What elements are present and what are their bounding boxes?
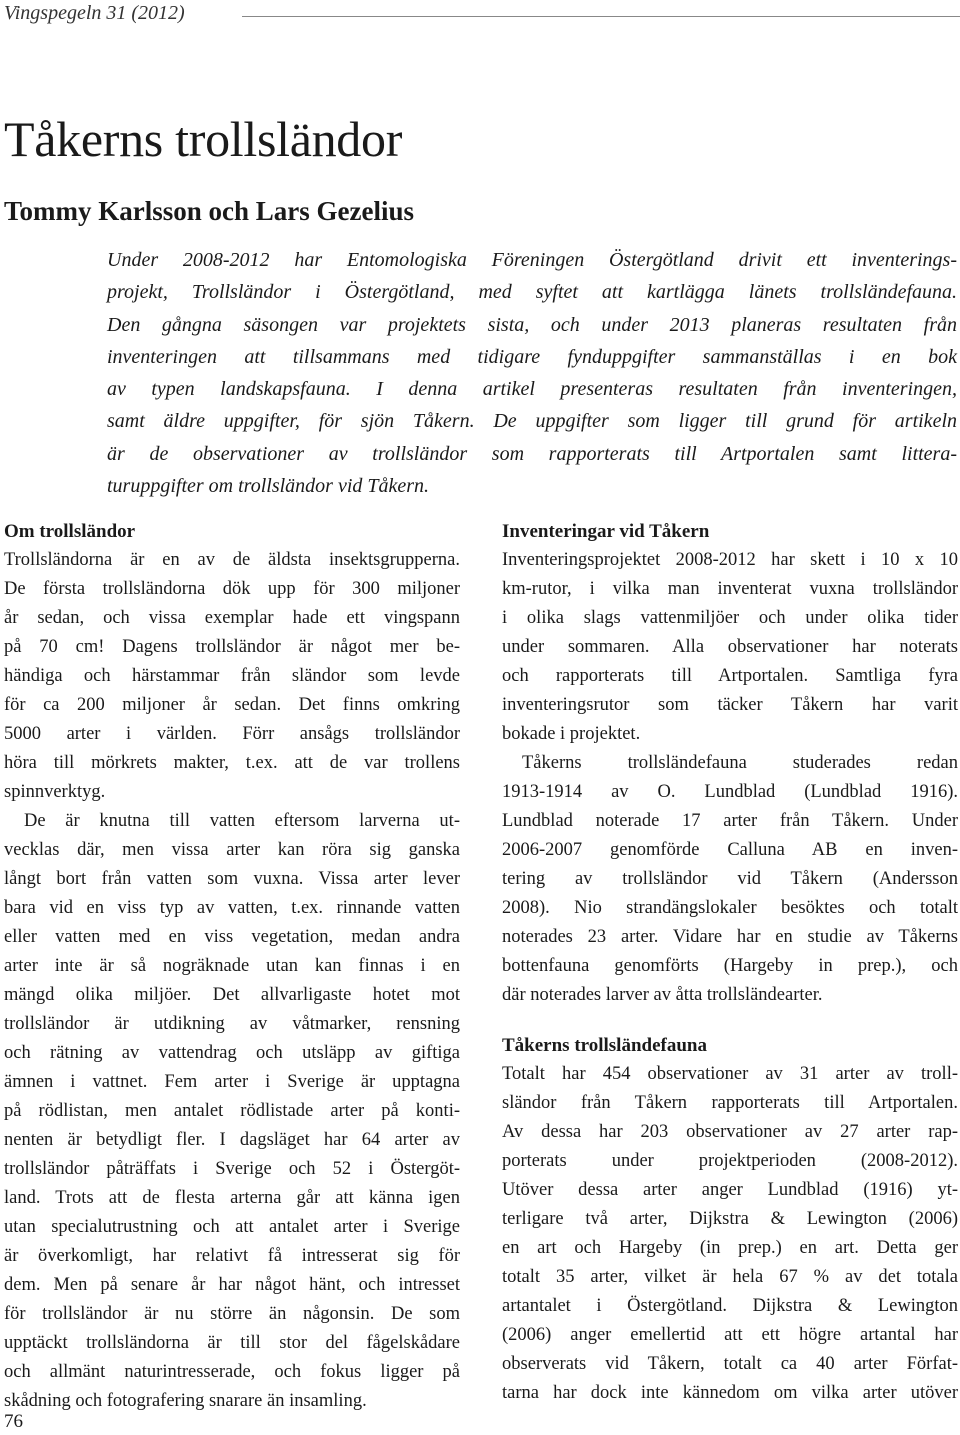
body-line: nenten är betydligt fler. I dagsläget har 64 arter av: [4, 1130, 460, 1150]
body-line: Trollsländorna är en av de äldsta insektsgrupperna.: [4, 550, 460, 570]
body-line: spinnverktyg.: [4, 782, 106, 802]
body-line: inventeringsrutor som täcker Tåkern har varit: [502, 695, 958, 715]
body-line: (2006) anger emellertid att ett högre artantal har: [502, 1325, 958, 1345]
body-line: terligare två arter, Dijkstra & Lewington (2006): [502, 1209, 958, 1229]
body-line: tarna har dock inte kännedom om vilka arter utöver: [502, 1383, 958, 1403]
section-heading-om-trollslandor: Om trollsländor: [4, 521, 136, 542]
body-line: Inventeringsprojektet 2008-2012 har skett i 10 x 10: [502, 550, 958, 570]
article-authors: Tommy Karlsson och Lars Gezelius: [4, 196, 415, 227]
body-line: höra till mörkrets makter, t.ex. att de var trollens: [4, 753, 460, 773]
body-line: Lundblad noterade 17 arter från Tåkern. Under: [502, 811, 958, 831]
body-line: Av dessa har 203 observationer av 27 arter rap-: [502, 1122, 958, 1142]
running-head: Vingspegeln 31 (2012): [4, 2, 185, 24]
body-line: observerats vid Tåkern, totalt ca 40 arter Förfat-: [502, 1354, 958, 1374]
body-line: för ca 200 miljoner år sedan. Det finns omkring: [4, 695, 460, 715]
body-line: under sommaren. Alla observationer har noterats: [502, 637, 958, 657]
abstract-line: inventeringen att tillsammans med tidigare fynduppgifter sammanställas i en bok: [107, 345, 957, 368]
body-line: där noterades larver av åtta trollsländearter.: [502, 985, 823, 1005]
abstract-line: samt äldre uppgifter, för sjön Tåkern. De uppgifter som ligger till grund för artikeln: [107, 410, 957, 433]
body-line: land. Trots att de flesta arterna går att känna igen: [4, 1188, 460, 1208]
body-line: upptäckt trollsländorna är till stor del fågelskådare: [4, 1333, 460, 1353]
body-line: bokade i projektet.: [502, 724, 641, 744]
body-line: ämnen i vattnet. Fem arter i Sverige är upptagna: [4, 1072, 460, 1092]
right-column-bottom: [502, 1031, 958, 1408]
header-rule: [242, 16, 960, 17]
body-line: bara vid en viss typ av vatten, t.ex. rinnande vatten: [4, 898, 460, 918]
body-line: är överkomligt, har relativt få intresserat sig för: [4, 1246, 460, 1266]
body-line: på rödlistan, men antalet rödlistade arter på konti-: [4, 1101, 460, 1121]
body-line: trollsländor är utdikning av våtmarker, rensning: [4, 1014, 460, 1034]
abstract: [107, 244, 957, 502]
body-line: mängd olika miljöer. Det allvarligaste hotet mot: [4, 985, 460, 1005]
body-line: De är knutna till vatten eftersom larverna ut-: [24, 811, 460, 831]
body-line: bottenfauna genomförts (Hargeby in prep.), och: [502, 956, 958, 976]
body-line: km-rutor, i vilka man inventerat vuxna trollsländor: [502, 579, 958, 599]
body-line: noterades 23 arter. Vidare har en studie av Tåkerns: [502, 927, 958, 947]
body-line: Tåkerns trollsländefauna studerades redan: [522, 753, 958, 773]
section-heading-takerns-trollslandefauna: Tåkerns trollsländefauna: [502, 1035, 707, 1056]
body-line: 2008). Nio strandängslokaler besöktes och totalt: [502, 898, 958, 918]
right-column-top: [502, 517, 958, 1010]
body-line: eller vatten med en viss vegetation, medan andra: [4, 927, 460, 947]
abstract-line: Den gångna säsongen var projektets sista, och under 2013 planeras resultaten från: [107, 313, 957, 336]
body-line: utan specialutrustning och att antalet arter i Sverige: [4, 1217, 460, 1237]
left-column: [4, 517, 460, 1416]
body-line: dem. Men på senare år har något hänt, och intresset: [4, 1275, 460, 1295]
abstract-line: projekt, Trollsländor i Östergötland, med syftet att kartlägga länets trollsländefauna.: [107, 281, 957, 304]
body-line: Totalt har 454 observationer av 31 arter av troll-: [502, 1064, 958, 1084]
body-line: totalt 35 arter, vilket är hela 67 % av det totala: [502, 1267, 958, 1287]
body-line: Utöver dessa arter anger Lundblad (1916) yt-: [502, 1180, 958, 1200]
body-line: 2006-2007 genomförde Calluna AB en inven-: [502, 840, 958, 860]
abstract-line: Under 2008-2012 har Entomologiska Föreningen Östergötland drivit ett inventerings-: [107, 249, 957, 271]
page-number: 76: [4, 1411, 23, 1432]
body-line: och allmänt naturintresserade, och fokus ligger på: [4, 1362, 460, 1382]
body-line: 5000 arter i världen. Förr ansågs trollsländor: [4, 724, 460, 744]
body-line: tering av trollsländor vid Tåkern (Andersson: [502, 869, 958, 889]
body-line: på 70 cm! Dagens trollsländor är något mer be-: [4, 637, 460, 657]
body-line: vecklas där, men vissa arter kan röra sig ganska: [4, 840, 460, 860]
body-line: artantalet i Östergötland. Dijkstra & Lewington: [502, 1296, 958, 1316]
abstract-line: är de observationer av trollsländor som rapporterats till Artportalen samt littera-: [107, 442, 957, 465]
body-line: skådning och fotografering snarare än insamling.: [4, 1391, 367, 1411]
body-line: en art och Hargeby (in prep.) en art. Detta ger: [502, 1238, 958, 1258]
body-line: arter inte är så nogräknade utan kan finnas i en: [4, 956, 460, 976]
body-line: händiga och härstammar från sländor som levde: [4, 666, 460, 686]
body-line: De första trollsländorna dök upp för 300 miljoner: [4, 579, 460, 599]
abstract-line: av typen landskapsfauna. I denna artikel presenteras resultaten från inventeringen,: [107, 378, 957, 401]
body-line: 1913-1914 av O. Lundblad (Lundblad 1916).: [502, 782, 958, 802]
body-line: och rätning av vattendrag och utsläpp av giftiga: [4, 1043, 460, 1063]
body-line: i olika slags vattenmiljöer och under olika tider: [502, 608, 958, 628]
body-line: långt bort från vatten som vuxna. Vissa arter lever: [4, 869, 460, 889]
body-line: för trollsländor är nu större än någonsin. De som: [4, 1304, 460, 1324]
body-line: år sedan, och vissa exemplar hade ett vingspann: [4, 608, 460, 628]
body-line: trollsländor påträffats i Sverige och 52 i Östergöt-: [4, 1159, 460, 1179]
body-line: porterats under projektperioden (2008-2012).: [502, 1151, 958, 1171]
body-line: sländor från Tåkern rapporterats till Artportalen.: [502, 1093, 958, 1113]
section-heading-inventeringar: Inventeringar vid Tåkern: [502, 521, 710, 542]
body-line: och rapporterats till Artportalen. Samtliga fyra: [502, 666, 958, 686]
abstract-line: turuppgifter om trollsländor vid Tåkern.: [107, 475, 430, 498]
article-title: Tåkerns trollsländor: [4, 110, 403, 167]
